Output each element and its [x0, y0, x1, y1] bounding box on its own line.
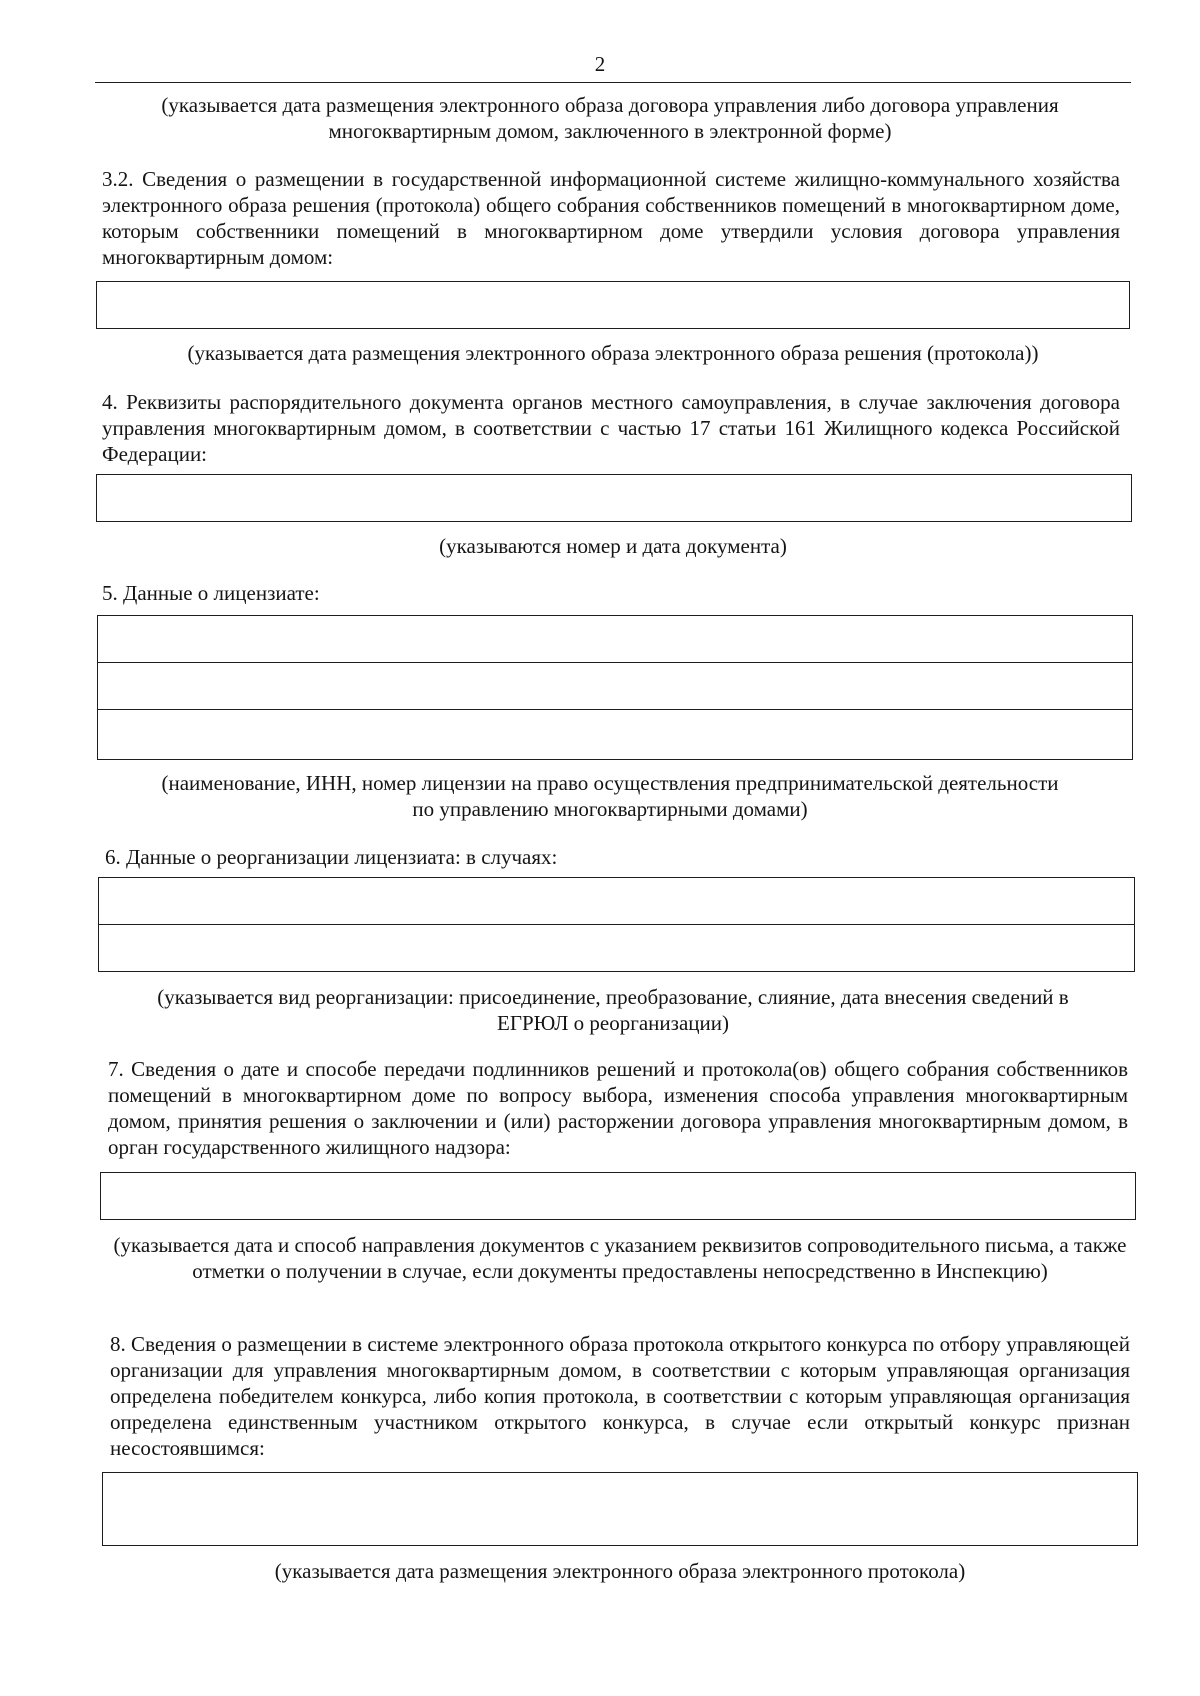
licensee-row-3[interactable]	[98, 710, 1132, 758]
field-5-licensee-data	[97, 615, 1133, 760]
caption-tender-protocol-date: (указывается дата размещения электронного образа электронного протокола)	[274, 1559, 966, 1583]
section-8-text: 8. Сведения о размещении в системе электронного образа протокола открытого конкурса по отбору управляющей организации для управления многоквартирным домом, в соответствии с которым управляющая организация определена победителем конкурса, либо копия протокола, в соответствии с которым управляющая организация определена единственным участником открытого конкурса, в случае если открытый конкурс признан несостоявшимся:	[110, 1332, 1130, 1460]
section-3-2-text: 3.2. Сведения о размещении в государственной информационной системе жилищно-коммунального хозяйства электронного образа решения (протокола) общего собрания собственников помещений в многоквартирном доме, которым собственники помещений в многоквартирном доме утвердили условия договора управления многоквартирным домом:	[102, 167, 1120, 269]
field-7-transfer-info[interactable]	[100, 1172, 1136, 1220]
caption-contract-date: (указывается дата размещения электронного образа договора управления либо договора управления многоквартирным домом, заключенного в электронной форме)	[161, 93, 1059, 143]
caption-transfer-info: (указывается дата и способ направления документов с указанием реквизитов сопроводительного письма, а также отметки о получении в случае, если документы предоставлены непосредственно в Инспекцию)	[113, 1233, 1127, 1283]
licensee-row-2[interactable]	[98, 663, 1132, 710]
section-4-text: 4. Реквизиты распорядительного документа органов местного самоуправления, в случае заключения договора управления многоквартирным домом, в соответствии с частью 17 статьи 161 Жилищного кодекса Российской Федерации:	[102, 390, 1120, 466]
field-4-document-requisites[interactable]	[96, 474, 1132, 522]
field-6-reorganization-data	[98, 877, 1135, 972]
header-rule	[95, 82, 1131, 83]
section-5-text: 5. Данные о лицензиате:	[102, 581, 320, 605]
page-number: 2	[594, 52, 606, 76]
field-3-2-protocol-date[interactable]	[96, 281, 1130, 329]
caption-document-number-date: (указываются номер и дата документа)	[439, 534, 787, 558]
licensee-row-1[interactable]	[98, 616, 1132, 663]
reorganization-row-1[interactable]	[99, 878, 1134, 925]
section-6-text: 6. Данные о реорганизации лицензиата: в случаях:	[105, 845, 558, 869]
caption-reorganization-info: (указывается вид реорганизации: присоединение, преобразование, слияние, дата внесения сведений в ЕГРЮЛ о реорганизации)	[157, 985, 1069, 1035]
caption-licensee-info: (наименование, ИНН, номер лицензии на право осуществления предпринимательской деятельности по управлению многоквартирными домами)	[161, 771, 1059, 821]
reorganization-row-2[interactable]	[99, 925, 1134, 971]
caption-protocol-date: (указывается дата размещения электронного образа электронного образа решения (протокола))	[187, 341, 1039, 365]
field-8-tender-protocol[interactable]	[102, 1472, 1138, 1546]
section-7-text: 7. Сведения о дате и способе передачи подлинников решений и протокола(ов) общего собрания собственников помещений в многоквартирном доме по вопросу выбора, изменения способа управления многоквартирным домом, принятия решения о заключении и (или) расторжении договора управления многоквартирным домом, в орган государственного жилищного надзора:	[108, 1057, 1128, 1159]
